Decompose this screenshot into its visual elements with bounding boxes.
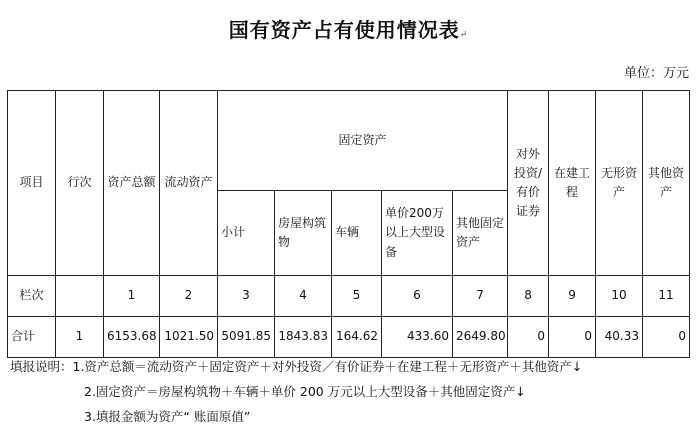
column-number: 7: [453, 276, 508, 317]
total-value: 0: [549, 317, 596, 358]
header-large-equipment: 单价200万以上大型设备: [382, 191, 453, 276]
total-row-label: 合计: [8, 317, 56, 358]
column-number: 1: [104, 276, 160, 317]
header-vehicles: 车辆: [332, 191, 382, 276]
header-row-no: 行次: [56, 91, 104, 276]
table-row: [8, 317, 690, 358]
column-row-label: 栏次: [8, 276, 56, 317]
total-value: 6153.68: [104, 317, 160, 358]
note-1: 填报说明：1.资产总额＝流动资产＋固定资产＋对外投资／有价证券＋在建工程＋无形资产＋其他资产↓: [10, 359, 583, 374]
header-fixed-assets: 固定资产: [218, 91, 508, 191]
column-number: 2: [160, 276, 218, 317]
table-title: 国有资产占有使用情况表↵: [228, 18, 469, 42]
header-other-fixed: 其他固定资产: [453, 191, 508, 276]
header-foreign-investment: 对外投资/有价证券: [508, 91, 549, 276]
table-row: [8, 276, 690, 317]
header-total-assets: 资产总额: [104, 91, 160, 276]
column-number: 3: [218, 276, 275, 317]
header-item: 项目: [8, 91, 56, 276]
header-subtotal: 小计: [218, 191, 275, 276]
header-other-assets: 其他资产: [643, 91, 690, 276]
total-row-no: 1: [56, 317, 104, 358]
asset-table: [7, 90, 690, 358]
column-number: 8: [508, 276, 549, 317]
total-value: 164.62: [332, 317, 382, 358]
total-value: 5091.85: [218, 317, 275, 358]
total-value: 40.33: [596, 317, 643, 358]
total-value: 433.60: [382, 317, 453, 358]
total-value: 1021.50: [160, 317, 218, 358]
total-value: 1843.83: [275, 317, 332, 358]
column-number: 10: [596, 276, 643, 317]
column-number: 6: [382, 276, 453, 317]
total-value: 0: [508, 317, 549, 358]
note-3: 3.填报金额为资产“ 账面原值”: [84, 409, 251, 424]
header-intangible: 无形资产: [596, 91, 643, 276]
note-2: 2.固定资产＝房屋构筑物＋车辆＋单价 200 万元以上大型设备＋其他固定资产↓: [84, 384, 526, 399]
column-number: 5: [332, 276, 382, 317]
column-number: 11: [643, 276, 690, 317]
filling-notes: [10, 354, 582, 429]
total-value: 0: [643, 317, 690, 358]
column-number: 9: [549, 276, 596, 317]
header-current-assets: 流动资产: [160, 91, 218, 276]
total-value: 2649.80: [453, 317, 508, 358]
column-number: 4: [275, 276, 332, 317]
header-construction: 在建工程: [549, 91, 596, 276]
header-buildings: 房屋构筑物: [275, 191, 332, 276]
unit-label: 单位：万元: [623, 66, 689, 81]
column-row-empty: [56, 276, 104, 317]
